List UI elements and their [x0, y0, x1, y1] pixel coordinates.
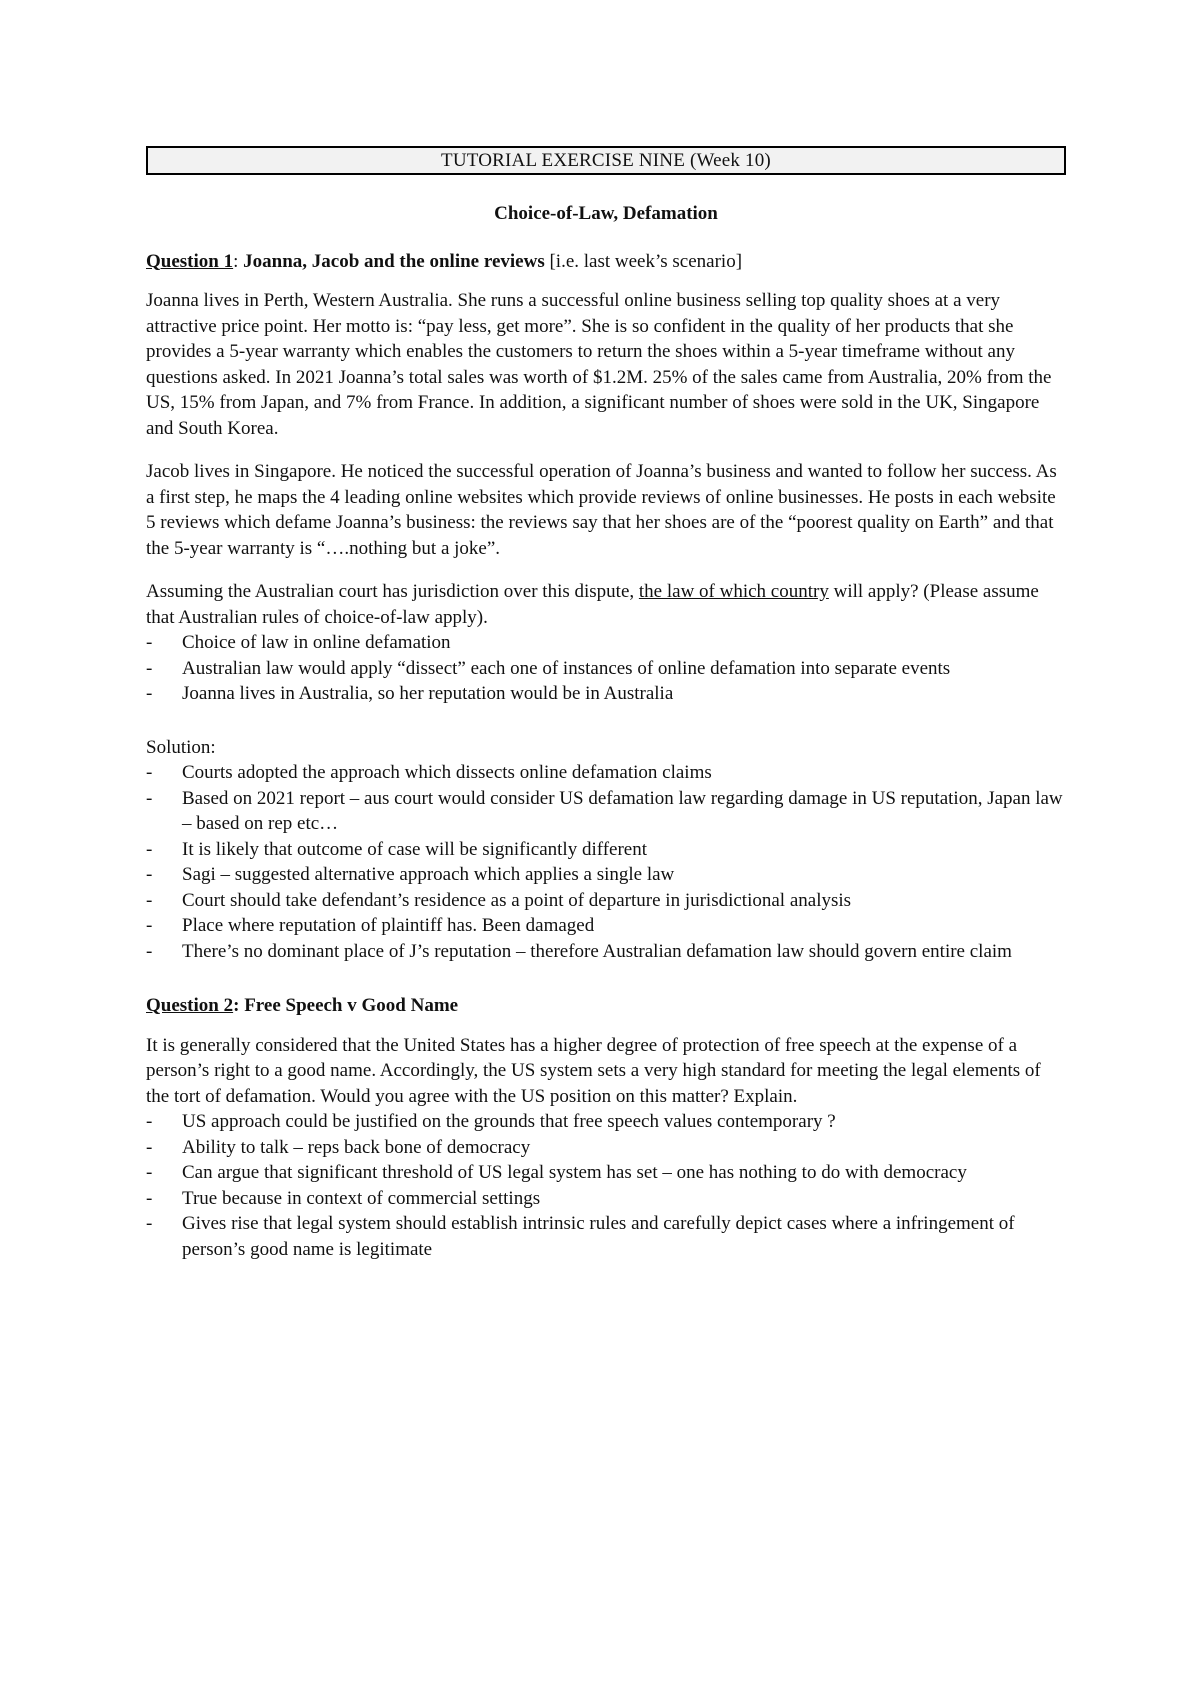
question-1-underlined-phrase: the law of which country: [638, 581, 829, 602]
list-item: [146, 939, 1066, 965]
question-2-title: Free Speech v Good Name: [244, 995, 459, 1016]
question-2-heading: [146, 993, 1066, 1019]
question-1-paragraph-1: Joanna lives in Perth, Western Australia. She runs a successful online business selling top quality shoes at a very attractive price point. Her motto is: “pay less, get more”. She is so confident in the quality of her products that she provides a 5-year warranty which enables the customers to return the shoes within a 5-year timeframe without any questions asked. In 2021 Joanna’s total sales was worth of $1.2M. 25% of the sales came from Australia, 20% from the US, 15% from Japan, and 7% from France. In addition, a significant number of shoes were sold in the UK, Singapore and South Korea.: [146, 290, 1052, 439]
question-1-paragraph-3: [146, 579, 1066, 630]
dash-bullet: -: [146, 632, 153, 653]
list-item-text: Australian law would apply “dissect” each one of instances of online defamation into separate events: [182, 657, 951, 679]
question-1-paragraph-2: Jacob lives in Singapore. He noticed the successful operation of Joanna’s business and wanted to follow her success. As a first step, he maps the 4 leading online websites which provide reviews of online businesses. He posts in each website 5 reviews which defame Joanna’s business: the reviews say that her shoes are of the “poorest quality on Earth” and that the 5-year warranty is “….nothing but a joke”.: [146, 461, 1057, 559]
dash-bullet: -: [146, 657, 153, 679]
question-1-paragraph-3-end: will apply? (Please assume that Australian rules of choice-of-law apply).: [146, 581, 1039, 628]
list-item-text: Sagi – suggested alternative approach which applies a single law: [182, 864, 675, 885]
dash-bullet: -: [146, 683, 153, 704]
dash-bullet: -: [146, 787, 153, 809]
dash-bullet: -: [146, 889, 153, 911]
dash-bullet: -: [146, 864, 153, 885]
question-1-note: [i.e. last week’s scenario]: [544, 250, 743, 272]
dash-bullet: -: [146, 1187, 153, 1209]
list-item: [146, 681, 1066, 707]
list-item-text: There’s no dominant place of J’s reputation – therefore Australian defamation law should govern entire claim: [182, 940, 1012, 962]
list-item-text: Ability to talk – reps back bone of democracy: [182, 1136, 531, 1158]
page-subtitle: Choice-of-Law, Defamation: [494, 203, 718, 224]
question-2-paragraph: It is generally considered that the United States has a higher degree of protection of free speech at the expense of a person’s right to a good name. Accordingly, the US system sets a very high standard for meeting the legal elements of the tort of defamation. Would you agree with the US position on this matter? Explain.: [146, 1034, 1041, 1107]
list-item-text: Choice of law in online defamation: [182, 632, 451, 653]
question-1-number: Question 1: [146, 250, 234, 272]
dash-bullet: -: [146, 1111, 153, 1132]
list-item-text: Based on 2021 report – aus court would consider US defamation law regarding damage in US reputation, Japan law – based on rep etc…: [182, 787, 1063, 834]
list-item-text: Joanna lives in Australia, so her reputation would be in Australia: [182, 683, 674, 704]
question-1-separator: :: [233, 250, 244, 272]
dash-bullet: -: [146, 915, 153, 936]
solution-list: [146, 760, 1066, 964]
dash-bullet: -: [146, 940, 153, 962]
dash-bullet: -: [146, 1136, 153, 1158]
dash-bullet: -: [146, 1213, 153, 1234]
dash-bullet: -: [146, 762, 153, 783]
list-item: [146, 760, 1066, 786]
dash-bullet: -: [146, 1162, 153, 1183]
question-1-paragraph-3-start: Assuming the Australian court has jurisdiction over this dispute,: [146, 581, 639, 602]
question-2-separator: :: [233, 995, 245, 1016]
list-item: [146, 1211, 1066, 1262]
list-item: [146, 837, 1066, 863]
list-item-text: Can argue that significant threshold of US legal system has set – one has nothing to do with democracy: [182, 1162, 967, 1183]
dash-bullet: -: [146, 838, 153, 860]
list-item: [146, 913, 1066, 939]
list-item: [146, 862, 1066, 888]
list-item-text: Court should take defendant’s residence as a point of departure in jurisdictional analysis: [182, 889, 852, 911]
list-item-text: It is likely that outcome of case will be significantly different: [182, 838, 648, 860]
list-item-text: US approach could be justified on the grounds that free speech values contemporary ?: [182, 1111, 836, 1132]
list-item: [146, 1186, 1066, 1212]
list-item: [146, 1160, 1066, 1186]
list-item: [146, 630, 1066, 656]
page-title: TUTORIAL EXERCISE NINE (Week 10): [146, 146, 1066, 175]
list-item: [146, 1135, 1066, 1161]
question-2-number: Question 2: [146, 995, 234, 1016]
list-item-text: True because in context of commercial settings: [182, 1187, 541, 1209]
question-2-notes-list: [146, 1109, 1066, 1262]
list-item-text: Place where reputation of plaintiff has. Been damaged: [182, 915, 595, 936]
list-item-text: Gives rise that legal system should establish intrinsic rules and carefully depict cases where a infringement of person’s good name is legitimate: [182, 1213, 1015, 1260]
question-1-title: Joanna, Jacob and the online reviews: [243, 250, 545, 272]
list-item: [146, 1109, 1066, 1135]
document-page: [146, 146, 1066, 1262]
list-item: [146, 786, 1066, 837]
list-item: [146, 656, 1066, 682]
question-1-heading: [146, 249, 1066, 275]
list-item: [146, 888, 1066, 914]
list-item-text: Courts adopted the approach which dissects online defamation claims: [182, 762, 712, 783]
solution-label: Solution:: [146, 736, 216, 758]
question-1-notes-list: [146, 630, 1066, 707]
